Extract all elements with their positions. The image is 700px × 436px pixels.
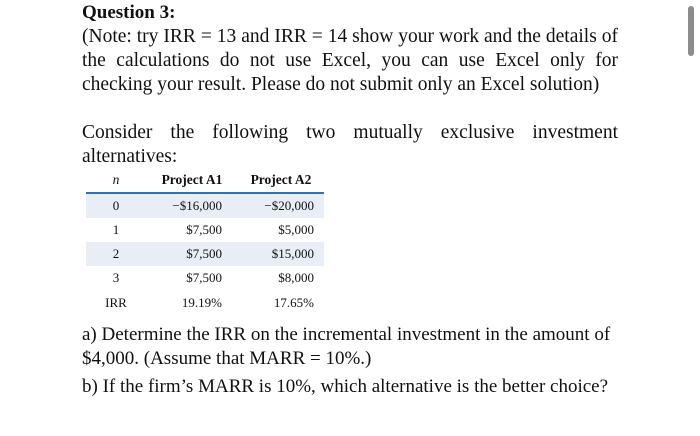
cell-a2: $15,000 bbox=[238, 242, 324, 266]
cell-n: 3 bbox=[86, 266, 146, 290]
header-project-a1: Project A1 bbox=[146, 168, 238, 193]
cell-a1: −$16,000 bbox=[146, 193, 238, 218]
part-b-question: b) If the firm’s MARR is 10%, which alternative is the better choice? bbox=[82, 376, 609, 397]
cell-n: 2 bbox=[86, 242, 146, 266]
question-intro: Consider the following two mutually exclusive investment alternatives: bbox=[82, 122, 618, 167]
cell-a2: $5,000 bbox=[238, 218, 324, 242]
table-row bbox=[86, 242, 324, 266]
table-row bbox=[86, 266, 324, 290]
cell-n: 1 bbox=[86, 218, 146, 242]
table-header-row bbox=[86, 168, 324, 193]
header-n: n bbox=[86, 168, 146, 193]
cell-a2: 17.65% bbox=[238, 290, 324, 316]
cell-a1: $7,500 bbox=[146, 218, 238, 242]
header-project-a2: Project A2 bbox=[238, 168, 324, 193]
cell-a2: $8,000 bbox=[238, 266, 324, 290]
question-note: (Note: try IRR = 13 and IRR = 14 show your work and the details of the calculations do not use Excel, you can use Excel only for checking your result. Please do not submit only an Excel solution) bbox=[82, 26, 618, 95]
cash-flow-table bbox=[86, 168, 324, 315]
cell-a1: 19.19% bbox=[146, 290, 238, 316]
question-title: Question 3: bbox=[82, 2, 176, 23]
cell-a2: −$20,000 bbox=[238, 193, 324, 218]
table-row bbox=[86, 218, 324, 242]
cell-n: 0 bbox=[86, 193, 146, 218]
table-row-irr bbox=[86, 290, 324, 316]
table-row bbox=[86, 193, 324, 218]
cell-n: IRR bbox=[86, 290, 146, 316]
scrollbar-thumb[interactable] bbox=[688, 6, 694, 56]
cell-a1: $7,500 bbox=[146, 242, 238, 266]
part-a-question: a) Determine the IRR on the incremental investment in the amount of $4,000. (Assume that MARR = 10%.) bbox=[82, 324, 611, 369]
cell-a1: $7,500 bbox=[146, 266, 238, 290]
